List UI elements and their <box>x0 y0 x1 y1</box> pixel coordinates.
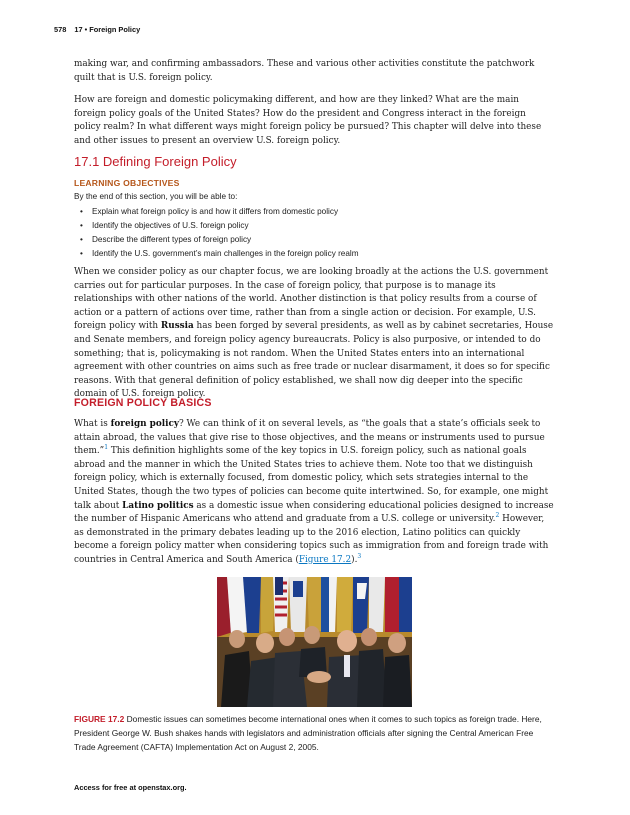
figure-link[interactable]: Figure 17.2 <box>298 554 352 565</box>
learning-objectives-intro: By the end of this section, you will be able to: <box>74 192 238 201</box>
list-item <box>80 219 359 233</box>
footnote-ref[interactable]: 3 <box>357 553 362 560</box>
list-item <box>80 205 359 219</box>
page-footer: Access for free at openstax.org. <box>74 783 187 792</box>
bullet-icon: • <box>80 207 83 216</box>
figure-label: FIGURE 17.2 <box>74 714 125 724</box>
signing-ceremony-photo <box>217 577 412 707</box>
figure-photo <box>217 577 412 707</box>
learning-objectives-heading: LEARNING OBJECTIVES <box>74 178 180 188</box>
key-term-russia: Russia <box>160 321 194 332</box>
intro-paragraph-2: How are foreign and domestic policymaking different, and how are they linked? What are the main foreign policy goals of the United States? How do the president and Congress interact in the foreign policy realm? In what different ways might foreign policy be pursued? This chapter will delve into these and other issues to present an overview U.S. foreign policy. <box>74 95 542 146</box>
text-run: as a domestic issue when considering educational policies designed to increase the number of Hispanic Americans who attend and graduate from a U.S. college or university. <box>74 500 554 525</box>
list-item <box>80 247 359 261</box>
text-run: ). <box>351 554 358 565</box>
intro-paragraph-1: making war, and confirming ambassadors. These and various other activities constitute the patchwork quilt that is U.S. foreign policy. <box>74 59 535 83</box>
key-term-latino-politics: Latino politics <box>122 500 194 511</box>
text-run: This definition highlights some of the key topics in U.S. foreign policy, such as national goals abroad and the manner in which the United States tries to achieve them. Note too that we distinguish foreign policy, which is externally focused, from domestic policy, which sets strategies internal to the United States, though the two types of policies can become quite intertwined. So, for example, one might talk about <box>74 446 549 511</box>
page-number: 578 <box>54 25 67 34</box>
chapter-title: 17 • Foreign Policy <box>74 25 141 34</box>
running-head <box>54 25 140 34</box>
text-run: has been forged by several presidents, as well as by cabinet secretaries, House and Senate members, and foreign policy agency bureaucrats. Policy is also purposive, or intended to do something; that is, policymaking is not random. When the United States enters into an international agreement with other countries on aims such as free trade or nuclear disarmament, it does so for specific reasons. With that general definition of policy established, we shall now dig deeper into the specific domain of U.S. foreign policy. <box>74 321 554 400</box>
list-item <box>80 233 359 247</box>
subsection-title: FOREIGN POLICY BASICS <box>74 397 212 409</box>
objective-text: Identify the U.S. government’s main challenges in the foreign policy realm <box>92 249 359 258</box>
bullet-icon: • <box>80 235 83 244</box>
caption-text: Domestic issues can sometimes become international ones when it comes to such topics as foreign trade. Here, President George W. Bush shakes hands with legislators and administration officials after signing the Central American Free Trade Agreement (CAFTA) Implementation Act on August 2, 2005. <box>74 714 542 752</box>
objective-text: Describe the different types of foreign policy <box>92 235 252 244</box>
footnote-ref[interactable]: 2 <box>495 512 500 520</box>
text-run: What is <box>74 419 111 429</box>
section-title: 17.1 Defining Foreign Policy <box>74 154 237 169</box>
text-run: ? We can think of it on several levels, as “the goals that a state’s officials seek to attain abroad, the values that give rise to those objectives, and the means or instruments used to pursue them.” <box>74 419 545 457</box>
body-paragraph-basics <box>74 418 554 568</box>
bullet-icon: • <box>80 221 83 230</box>
text-run: When we consider policy as our chapter focus, we are looking broadly at the actions the U.S. government carries out for particular purposes. In the case of foreign policy, that purpose is to manage its relationships with other nations of the world. Another distinction is that policy results from a course of action or a pattern of actions over time, rather than from a single action or decision. For example, U.S. foreign policy with <box>74 267 549 332</box>
figure-caption <box>74 712 554 754</box>
footnote-ref[interactable]: 1 <box>104 444 109 452</box>
bullet-icon: • <box>80 249 83 258</box>
objective-text: Identify the objectives of U.S. foreign policy <box>92 221 249 230</box>
learning-objectives-list <box>80 205 359 261</box>
body-paragraph-policy <box>74 266 554 402</box>
objective-text: Explain what foreign policy is and how it differs from domestic policy <box>92 207 339 216</box>
text-run: However, as demonstrated in the primary debates leading up to the 2016 election, Latino politics can quickly become a foreign policy matter when considering topics such as immigration from and foreign trade with countries in Central America and South America ( <box>74 514 549 565</box>
key-term-foreign-policy: foreign policy <box>110 419 179 429</box>
